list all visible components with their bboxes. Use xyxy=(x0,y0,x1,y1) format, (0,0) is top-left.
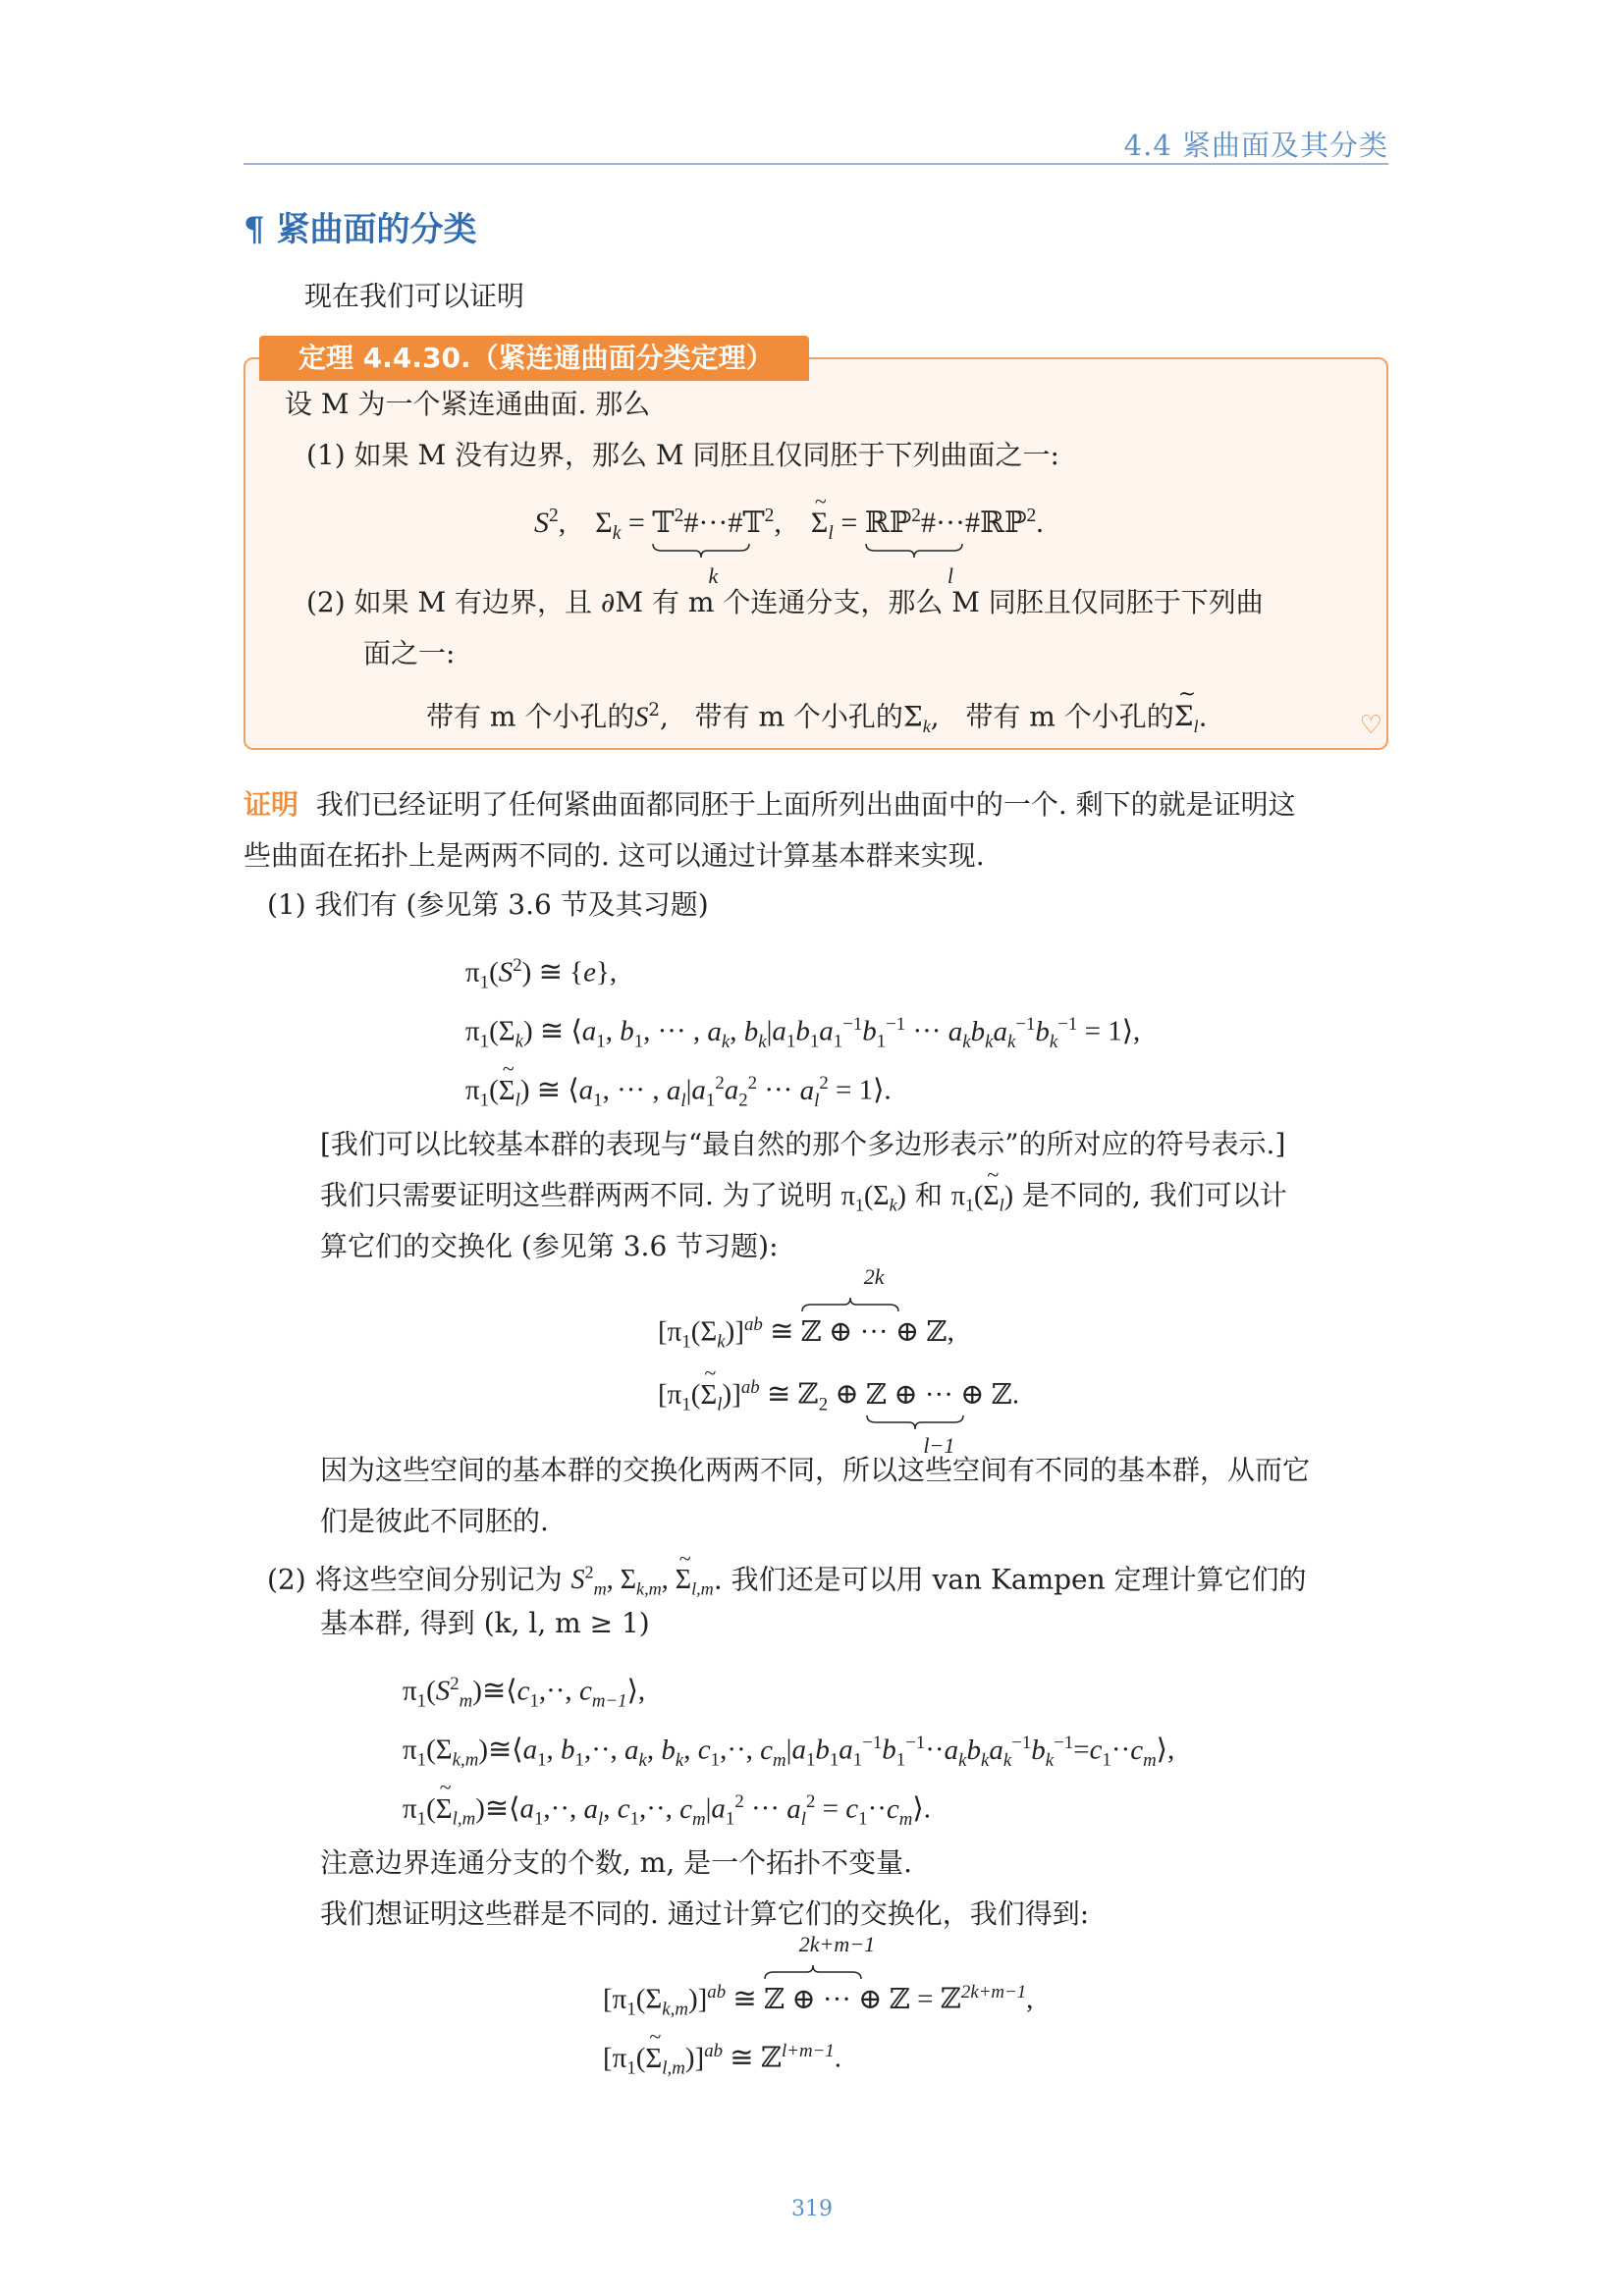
item2-pre: (2) 将这些空间分别记为 xyxy=(267,1563,563,1596)
theorem-item1: (1) 如果 M 没有边界，那么 M 同胚且仅同胚于下列曲面之一: xyxy=(306,439,1059,471)
proof-item1-head: (1) 我们有 (参见第 3.6 节及其习题) xyxy=(267,888,709,921)
theorem-item2a: (2) 如果 M 有边界，且 ∂M 有 m 个连通分支，那么 M 同胚且仅同胚于下列曲 xyxy=(306,586,1264,618)
overbrace-2k: ℤ ⊕ ··· ⊕ ℤ 2k xyxy=(801,1312,947,1352)
with-holes-3: 带有 m 个小孔的 xyxy=(965,700,1174,733)
running-header: 4.4 紧曲面及其分类 xyxy=(1123,129,1388,162)
theorem-formula1: $S^2$, $\Sigma_k$ = 𝕋$^2$#···#𝕋$^2$ k , ~ $\Sigma_l$ = ℝℙ$^2$#···#ℝℙ$^2$ l . xyxy=(534,497,1044,554)
section-title: ¶ 紧曲面的分类 xyxy=(244,210,477,249)
proof-item2: (2) 将这些空间分别记为 $S^2_m$, $\Sigma_{k,m}$, ~ $\Sigma_{l,m}$. 我们还是可以用 van Kampen 定理计算它们的 xyxy=(267,1553,1307,1609)
proof-p4: 注意边界连通分支的个数, m, 是一个拓扑不变量. xyxy=(320,1846,913,1879)
p2a-post: 是不同的, 我们可以计 xyxy=(1021,1179,1287,1211)
page-number: 319 xyxy=(791,2197,833,2221)
brace-lm1-label: l−1 xyxy=(923,1432,955,1458)
underbrace-l: ℝℙ$^2$#···#ℝℙ$^2$ l xyxy=(865,497,1036,543)
formula-pi1-sphere-holes: $\pi_1(S^2_m)≅⟨c_1,\cdot\cdot$, $c_{m-1}⟩$, xyxy=(403,1674,646,1712)
proof-p3b: 们是彼此不同胚的. xyxy=(320,1505,549,1537)
formula-pi1-projective: $\pi_1(\sim$ $\Sigma_l$) ≅ $⟨a_1$, ··· , $a_l|a_1^2a_2^2$ ··· $a_l^2$ = 1⟩. xyxy=(465,1064,892,1120)
proof-item2b: 基本群, 得到 (k, l, m ≥ 1) xyxy=(320,1607,650,1639)
proof-keyword: 证明 xyxy=(244,788,299,821)
proof-p5: 我们想证明这些群是不同的. 通过计算它们的交换化，我们得到: xyxy=(320,1897,1090,1930)
theorem-label: 定理 4.4.30.（紧连通曲面分类定理） xyxy=(259,336,809,381)
theorem-formula2: 带有 m 个小孔的$S^2$, 带有 m 个小孔的$\Sigma_k$, 带有 m 个小孔的~ $\Sigma_l$. xyxy=(426,691,1208,746)
formula-pi1-sphere: $\pi_1(S^2)$ ≅ {e}, xyxy=(465,955,618,993)
theorem-line1: 设 M 为一个紧连通曲面. 那么 xyxy=(285,388,651,420)
proof-p1a-text: 我们已经证明了任何紧曲面都同胚于上面所列出曲面中的一个. 剩下的就是证明这 xyxy=(315,788,1296,821)
with-holes-2: 带有 m 个小孔的 xyxy=(694,700,903,733)
formula-ab-projective: [$\pi_1(\sim$ $\Sigma_l)]^{ab}$ ≅ ℤ$_2$ ⊕ ℤ ⊕ ··· ⊕ ℤ l−1 . xyxy=(658,1368,1019,1424)
theorem-end-mark: ♡ xyxy=(1359,711,1382,740)
header-rule xyxy=(244,163,1388,165)
brace-l-label: l xyxy=(947,563,954,589)
p2a-pre: 我们只需要证明这些群两两不同. 为了说明 xyxy=(320,1179,833,1211)
brace-2k-shape xyxy=(801,1297,899,1312)
proof-p2a: 我们只需要证明这些群两两不同. 为了说明 $\pi_1(\Sigma_k)$ 和 $\pi_1(\sim$ $\Sigma_l$) 是不同的, 我们可以计 xyxy=(320,1176,1287,1225)
formula-pi1-projective-holes: $\pi_1(\sim$ $\Sigma_{l,m})≅⟨a_1,\cdot\cdot$, $a_l$, $c_1,\cdot\cdot$, $c_m|a_1^2$ ··· $a_l^2$ = $c_1\cdot\cdot c_m⟩$. xyxy=(403,1783,931,1839)
formula-ab-projective-holes: [$\pi_1(\sim$ $\Sigma_{l,m})]^{ab}$ ≅ ℤ$^{l+m-1}$. xyxy=(603,2032,841,2088)
overbrace-2km1: ℤ ⊕ ··· ⊕ ℤ 2k+m−1 xyxy=(764,1980,910,2019)
formula-pi1-torus: $\pi_1(\Sigma_k)$ ≅ $⟨a_1$, $b_1$, ··· , $a_k$, $b_k|a_1b_1a_1^{-1}b_1^{-1}$ ··· $a_kb_ka_k^{-1}b_k^{-1}$ = 1⟩, xyxy=(465,1014,1141,1052)
p2a-mid: 和 xyxy=(914,1179,943,1211)
brace-2km1-shape xyxy=(764,1964,862,1980)
formula-ab-torus-holes: $[\pi_1(\Sigma_{k,m})]^{ab}$ ≅ ℤ ⊕ ··· ⊕ ℤ 2k+m−1 = ℤ$^{2k+m-1}$, xyxy=(603,1973,1033,2029)
proof-remark: [我们可以比较基本群的表现与“最自然的那个多边形表示”的所对应的符号表示.] xyxy=(320,1128,1286,1160)
with-holes-1: 带有 m 个小孔的 xyxy=(426,700,635,733)
underbrace-k: 𝕋$^2$#···#𝕋$^2$ k xyxy=(652,497,774,543)
brace-k-label: k xyxy=(708,563,719,589)
formula-ab-torus: $[\pi_1(\Sigma_k)]^{ab}$ ≅ ℤ ⊕ ··· ⊕ ℤ 2k , xyxy=(658,1306,954,1362)
brace-2k-label: 2k xyxy=(863,1263,885,1289)
proof-p1a xyxy=(244,785,1296,825)
brace-2km1-label: 2k+m−1 xyxy=(798,1931,876,1956)
proof-p3a: 因为这些空间的基本群的交换化两两不同，所以这些空间有不同的基本群，从而它 xyxy=(320,1454,1311,1486)
underbrace-lm1: ℤ ⊕ ··· ⊕ ℤ l−1 xyxy=(866,1375,1012,1415)
proof-p2b: 算它们的交换化 (参见第 3.6 节习题): xyxy=(320,1230,779,1262)
theorem-item2b: 面之一: xyxy=(363,637,456,669)
proof-p1b: 些曲面在拓扑上是两两不同的. 这可以通过计算基本群来实现. xyxy=(244,839,985,872)
formula-pi1-torus-holes: $\pi_1(\Sigma_{k,m})≅⟨a_1$, $b_1,\cdot\cdot$, $a_k$, $b_k$, $c_1,\cdot\cdot$, $c_m|a_1b_1a_1^{-1}b_1^{-1}\cdot\cdot a_kb_ka_k^{-1}b_k^{-1}=c_1\cdot\cdot c_m⟩$, xyxy=(403,1733,1175,1771)
item2-post: . 我们还是可以用 van Kampen 定理计算它们的 xyxy=(713,1563,1307,1596)
section-intro: 现在我们可以证明 xyxy=(304,280,525,312)
